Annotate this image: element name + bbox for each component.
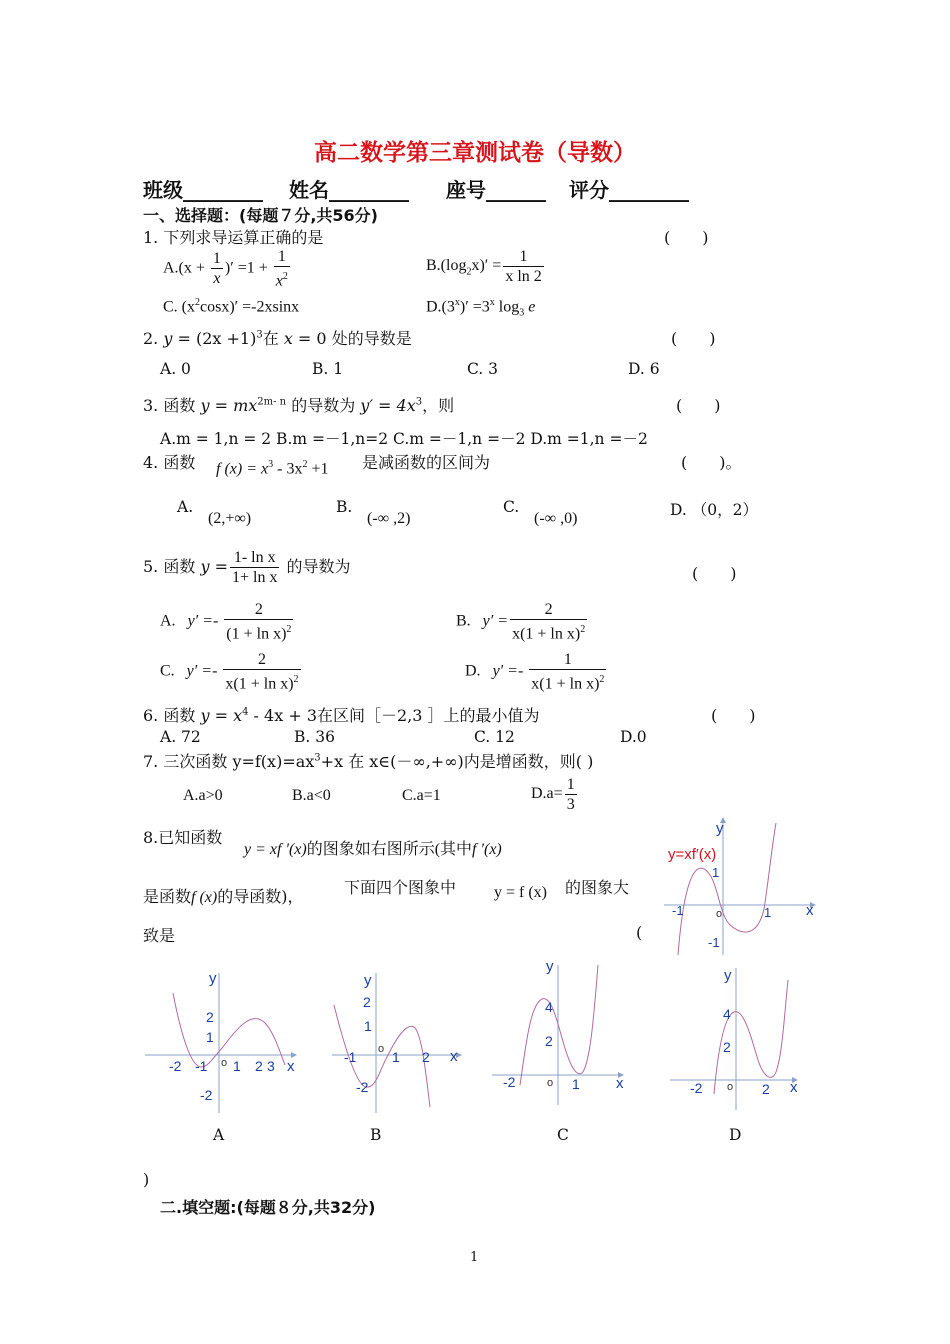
q8-line3: 致是 bbox=[143, 926, 176, 945]
q5-stem: 5. 函数 y = $\frac{\text{1- ln x}}{\text{1+ ln x}}$ 的导数为 bbox=[143, 549, 351, 586]
svg-text:4: 4 bbox=[723, 1006, 731, 1022]
q4-option-a: (2,+∞) bbox=[208, 510, 252, 527]
q4-option-d: D. （0，2） bbox=[670, 501, 758, 519]
q7-option-d: D.a= $\frac{1}{3}$ bbox=[531, 776, 575, 813]
q4-option-a-label: A. bbox=[177, 498, 194, 516]
q4-option-b: (-∞ ,2) bbox=[367, 510, 411, 527]
class-field: 班级________ bbox=[143, 178, 263, 202]
svg-text:-2: -2 bbox=[690, 1080, 703, 1096]
svg-text:3: 3 bbox=[267, 1058, 275, 1074]
svg-text:y: y bbox=[724, 967, 732, 984]
q2-answer-blank: ( ) bbox=[671, 329, 716, 348]
choice-b-label: B bbox=[370, 1126, 382, 1144]
q6-option-b: B. 36 bbox=[294, 728, 335, 746]
q7-option-a: A.a>0 bbox=[183, 787, 223, 804]
svg-text:2: 2 bbox=[723, 1039, 731, 1055]
svg-text:4: 4 bbox=[545, 999, 553, 1015]
q8-line2-end: 的图象大 bbox=[565, 878, 630, 897]
q2-stem: 2. $y = (2x +1)^3$在 x = 0 处的导数是 bbox=[143, 329, 412, 348]
graph-curve bbox=[678, 823, 776, 955]
svg-text:1: 1 bbox=[572, 1076, 580, 1092]
q1-answer-blank: ( ) bbox=[664, 228, 709, 247]
q1-stem: 1. 下列求导运算正确的是 bbox=[143, 228, 324, 247]
q2-option-a: A. 0 bbox=[160, 360, 191, 378]
q8-paren-open: ( bbox=[636, 923, 643, 942]
svg-text:o: o bbox=[378, 1043, 385, 1055]
section-1-heading: 一、选择题：(每题７分,共56分) bbox=[143, 206, 378, 225]
q1-option-c: C. $(x^2\cos x)' =-2xsinx$ bbox=[163, 297, 300, 316]
svg-text:y: y bbox=[546, 958, 554, 975]
choice-c-label: C bbox=[557, 1126, 569, 1144]
svg-text:2: 2 bbox=[545, 1033, 553, 1049]
q4-answer-blank: ( )。 bbox=[681, 453, 742, 472]
section-2-heading: 二.填空题:(每题８分,共32分) bbox=[160, 1198, 376, 1217]
svg-text:1: 1 bbox=[233, 1058, 241, 1074]
q8-paren-close: ) bbox=[143, 1170, 150, 1189]
q1-option-d: $D.(3^x)' =3^x$ $\log_3 e$ bbox=[426, 297, 536, 319]
svg-text:o: o bbox=[727, 1081, 734, 1093]
q8-yfx: y = f (x) bbox=[494, 884, 548, 901]
q8-function: y = xf ′(x)的图象如右图所示(其中f ′(x) bbox=[244, 841, 502, 858]
q6-option-d: D.0 bbox=[620, 728, 647, 746]
q2-option-d: D. 6 bbox=[628, 360, 660, 378]
q4-stem: 4. 函数 bbox=[143, 453, 196, 472]
q6-stem: 6. 函数 $y = x^4 - 4x + 3$在区间［－2,3 ］上的最小值为 bbox=[143, 706, 540, 725]
graph-x-label: x bbox=[806, 902, 814, 919]
q4-option-c: (-∞ ,0) bbox=[534, 510, 578, 527]
q1-option-b: $B.(\log_2x)'$ = $\frac{1}{\text{x ln 2}}$ bbox=[426, 248, 542, 285]
choice-d-graph bbox=[668, 960, 818, 1115]
q8-line2: 是函数f (x)的导函数)， bbox=[143, 887, 304, 906]
svg-text:1: 1 bbox=[364, 1018, 372, 1034]
graph-xfprime bbox=[660, 815, 820, 960]
q3-answer-blank: ( ) bbox=[676, 396, 721, 415]
svg-text:-1: -1 bbox=[195, 1058, 208, 1074]
svg-text:x: x bbox=[450, 1048, 458, 1065]
svg-text:2: 2 bbox=[363, 994, 371, 1010]
q4-stem-tail: 是减函数的区间为 bbox=[362, 453, 491, 472]
svg-text:-2: -2 bbox=[503, 1074, 516, 1090]
q6-answer-blank: ( ) bbox=[711, 706, 756, 725]
svg-text:2: 2 bbox=[255, 1058, 263, 1074]
q8-stem: 8.已知函数 bbox=[143, 828, 223, 847]
svg-text:2: 2 bbox=[762, 1081, 770, 1097]
svg-text:1: 1 bbox=[392, 1049, 400, 1065]
q4-function: f $(x) = x^3 - 3x^2 +1$ bbox=[216, 459, 329, 478]
graph-y-label: y bbox=[716, 820, 724, 837]
q5-option-a: A. y′ =- $\frac{2}{(1 + \ln x)^2}$ bbox=[160, 601, 292, 643]
q4-option-c-label: C. bbox=[503, 498, 520, 516]
choice-c-graph bbox=[490, 955, 640, 1115]
graph-tick-y1: 1 bbox=[712, 865, 720, 880]
q6-option-a: A. 72 bbox=[160, 728, 201, 746]
page-number: 1 bbox=[470, 1250, 479, 1265]
svg-text:2: 2 bbox=[422, 1049, 430, 1065]
q4-option-b-label: B. bbox=[336, 498, 353, 516]
q3-options: A.m = 1,n = 2 B.m =－1,n=2 C.m =－1,n =－2 D.m =1,n =－2 bbox=[160, 430, 648, 448]
svg-text:o: o bbox=[221, 1057, 228, 1069]
choice-d-label: D bbox=[729, 1126, 742, 1144]
q3-stem: 3. 函数 $y = mx^{2m- n}$ 的导数为 $y' = 4x^3$，则 bbox=[143, 396, 455, 415]
graph-tick-ym1: -1 bbox=[708, 935, 720, 950]
svg-text:x: x bbox=[616, 1075, 624, 1092]
q5-option-d: D. y′ =- $\frac{1}{x(1 + \ln x)^2}$ bbox=[465, 651, 605, 693]
q8-line2-mid: 下面四个图象中 bbox=[344, 878, 457, 897]
q7-option-b: B.a<0 bbox=[292, 787, 331, 804]
score-field: 评分________ bbox=[569, 178, 689, 202]
graph-origin: o bbox=[716, 908, 723, 920]
name-field: 姓名________ bbox=[289, 178, 409, 202]
q2-option-b: B. 1 bbox=[312, 360, 344, 378]
graph-tick-xm1: -1 bbox=[672, 903, 684, 918]
q5-option-c: C. y′ =- $\frac{2}{x(1 + \ln x)^2}$ bbox=[160, 651, 299, 693]
graph-tick-x1: 1 bbox=[764, 905, 772, 920]
svg-text:x: x bbox=[287, 1058, 295, 1075]
q2-option-c: C. 3 bbox=[467, 360, 499, 378]
q5-answer-blank: ( ) bbox=[692, 564, 737, 583]
svg-text:o: o bbox=[547, 1077, 554, 1089]
q7-stem: 7. 三次函数 $y=f(x)=ax^3+x$ 在 x∈(－∞,+∞)内是增函数，则( ) bbox=[143, 752, 594, 771]
svg-text:-2: -2 bbox=[169, 1058, 182, 1074]
q7-option-c: C.a=1 bbox=[402, 787, 441, 804]
choice-b-graph bbox=[330, 965, 475, 1115]
svg-text:y: y bbox=[209, 970, 217, 987]
graph-label: y=xf′(x) bbox=[668, 846, 717, 863]
svg-text:y: y bbox=[364, 972, 372, 989]
seat-field: 座号______ bbox=[446, 178, 546, 202]
q1-option-a: A.(x + $\frac{1}{x}$ )′ =1 + $\frac{1}{x^2}$ bbox=[163, 248, 288, 290]
svg-text:-1: -1 bbox=[344, 1049, 357, 1065]
page-title: 高二数学第三章测试卷（导数） bbox=[314, 140, 636, 166]
svg-text:-2: -2 bbox=[356, 1079, 369, 1095]
q5-option-b: B. y′ = $\frac{2}{x(1 + \ln x)^2}$ bbox=[456, 601, 586, 643]
svg-text:1: 1 bbox=[206, 1029, 214, 1045]
svg-text:x: x bbox=[790, 1079, 798, 1096]
q6-option-c: C. 12 bbox=[474, 728, 515, 746]
svg-text:2: 2 bbox=[206, 1009, 214, 1025]
svg-text:-2: -2 bbox=[200, 1087, 213, 1103]
choice-a-label: A bbox=[213, 1126, 225, 1144]
choice-a-graph bbox=[143, 965, 303, 1115]
